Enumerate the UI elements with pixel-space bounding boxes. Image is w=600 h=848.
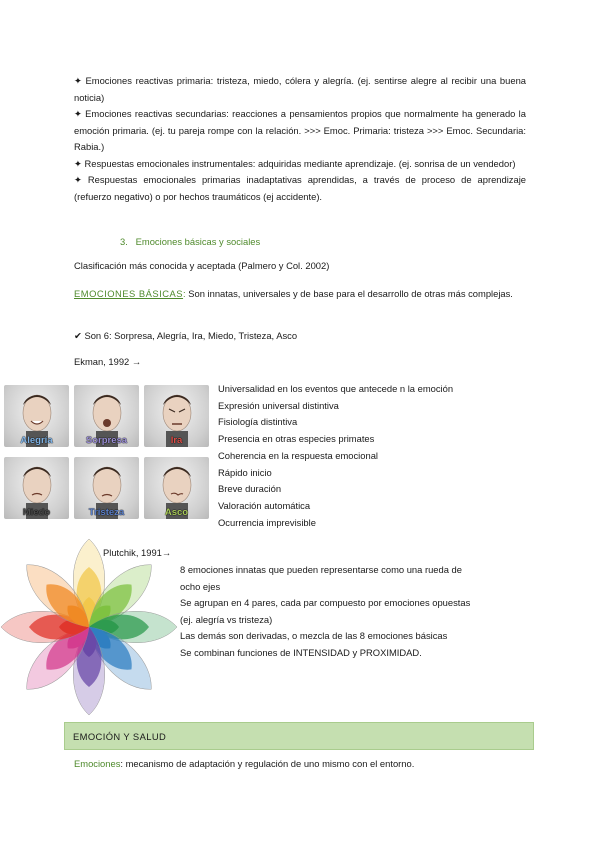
bullet-list	[74, 73, 526, 205]
list-item: Fisiología distintiva	[218, 416, 298, 428]
list-item: (ej. alegría vs tristeza)	[180, 613, 273, 625]
basic-emotions-paragraph	[74, 286, 526, 303]
list-item: Presencia en otras especies primates	[218, 433, 375, 445]
face-label: Sorpresa	[85, 435, 128, 446]
plutchik-points-list	[180, 562, 530, 662]
list-item: Se combinan funciones de INTENSIDAD y PROXIMIDAD.	[180, 646, 422, 658]
face-photo	[144, 385, 209, 447]
bullet-text: Respuestas emocionales instrumentales: adquiridas mediante aprendizaje. (ej. sonrisa de un vendedor)	[84, 157, 516, 169]
classification-paragraph: Clasificación más conocida y aceptada (Palmero y Col. 2002)	[74, 260, 330, 271]
section-banner	[64, 722, 534, 750]
basic-emotions-colon: :	[183, 288, 186, 299]
section-banner-title: EMOCIÓN Y SALUD	[73, 731, 167, 742]
face-photo	[144, 457, 209, 519]
basic-emotions-text: Son innatas, universales y de base para el desarrollo de otras más complejas.	[185, 288, 513, 299]
checkmark-icon: ✔	[74, 330, 82, 341]
ekman-faces-grid	[4, 385, 214, 521]
star-icon: ✦	[74, 108, 82, 119]
list-item: Ocurrencia imprevisible	[218, 516, 316, 528]
bullet-text: Emociones reactivas primaria: tristeza, miedo, cólera y alegría. (ej. sentirse alegre al recibir una buena noticia)	[74, 75, 527, 103]
bullet-item	[74, 73, 526, 106]
basic-emotions-label: EMOCIONES BÁSICAS	[74, 288, 184, 299]
face-label: Tristeza	[88, 507, 125, 518]
face-label: Ira	[170, 435, 183, 446]
list-item: Universalidad en los eventos que antecede n la emoción	[218, 383, 454, 394]
emotions-definition	[74, 756, 526, 773]
face-label: Alegría	[20, 435, 53, 446]
list-item: Valoración automática	[218, 499, 311, 511]
list-item: ocho ejes	[180, 580, 221, 592]
list-item: Coherencia en la respuesta emocional	[218, 449, 378, 461]
emotions-definition-text: : mecanismo de adaptación y regulación de uno mismo con el entorno.	[120, 758, 415, 769]
face-photo	[74, 457, 139, 519]
face-photo	[74, 385, 139, 447]
plutchik-caption: Plutchik, 1991→	[103, 547, 172, 558]
bullet-text: Emociones reactivas secundarias: reacciones a pensamientos propios que normalmente ha generado la emoción primaria. (ej. tu pareja rompe con la relación. >>> Emoc. Primaria: tristeza >>> Emoc. Secundaria: Rabia.)	[74, 108, 526, 152]
bullet-text: Respuestas emocionales primarias inadaptativas aprendidas, a través de proceso de aprendizaje (refuerzo negativo) o por hechos traumáticos (ej accidente).	[74, 174, 526, 202]
ekman-reference: Ekman, 1992 →	[74, 356, 142, 367]
section-number: 3.	[120, 236, 128, 247]
ekman-criteria-list	[218, 381, 538, 531]
list-item: Breve duración	[218, 483, 282, 495]
star-icon: ✦	[74, 174, 82, 185]
star-icon: ✦	[74, 157, 82, 169]
plutchik-wheel-diagram	[0, 537, 178, 718]
section-title: Emociones básicas y sociales	[135, 236, 261, 247]
six-emotions-text: Son 6: Sorpresa, Alegría, Ira, Miedo, Tristeza, Asco	[84, 330, 298, 341]
list-item: 8 emociones innatas que pueden representarse como una rueda de	[180, 564, 462, 575]
six-emotions-line	[74, 328, 526, 345]
bullet-item	[74, 156, 526, 173]
face-photo	[4, 457, 69, 519]
bullet-item	[74, 106, 526, 156]
bullet-item	[74, 172, 526, 205]
section-heading	[120, 234, 260, 251]
list-item: Las demás son derivadas, o mezcla de las 8 emociones básicas	[180, 630, 448, 642]
list-item: Expresión universal distintiva	[218, 399, 339, 411]
list-item: Se agrupan en 4 pares, cada par compuesto por emociones opuestas	[180, 597, 471, 609]
face-photo	[4, 385, 69, 447]
emotions-definition-label: Emociones	[74, 758, 121, 769]
face-label: Asco	[164, 507, 189, 518]
list-item: Rápido inicio	[218, 466, 272, 478]
star-icon: ✦	[74, 75, 82, 86]
face-label: Miedo	[22, 507, 51, 518]
